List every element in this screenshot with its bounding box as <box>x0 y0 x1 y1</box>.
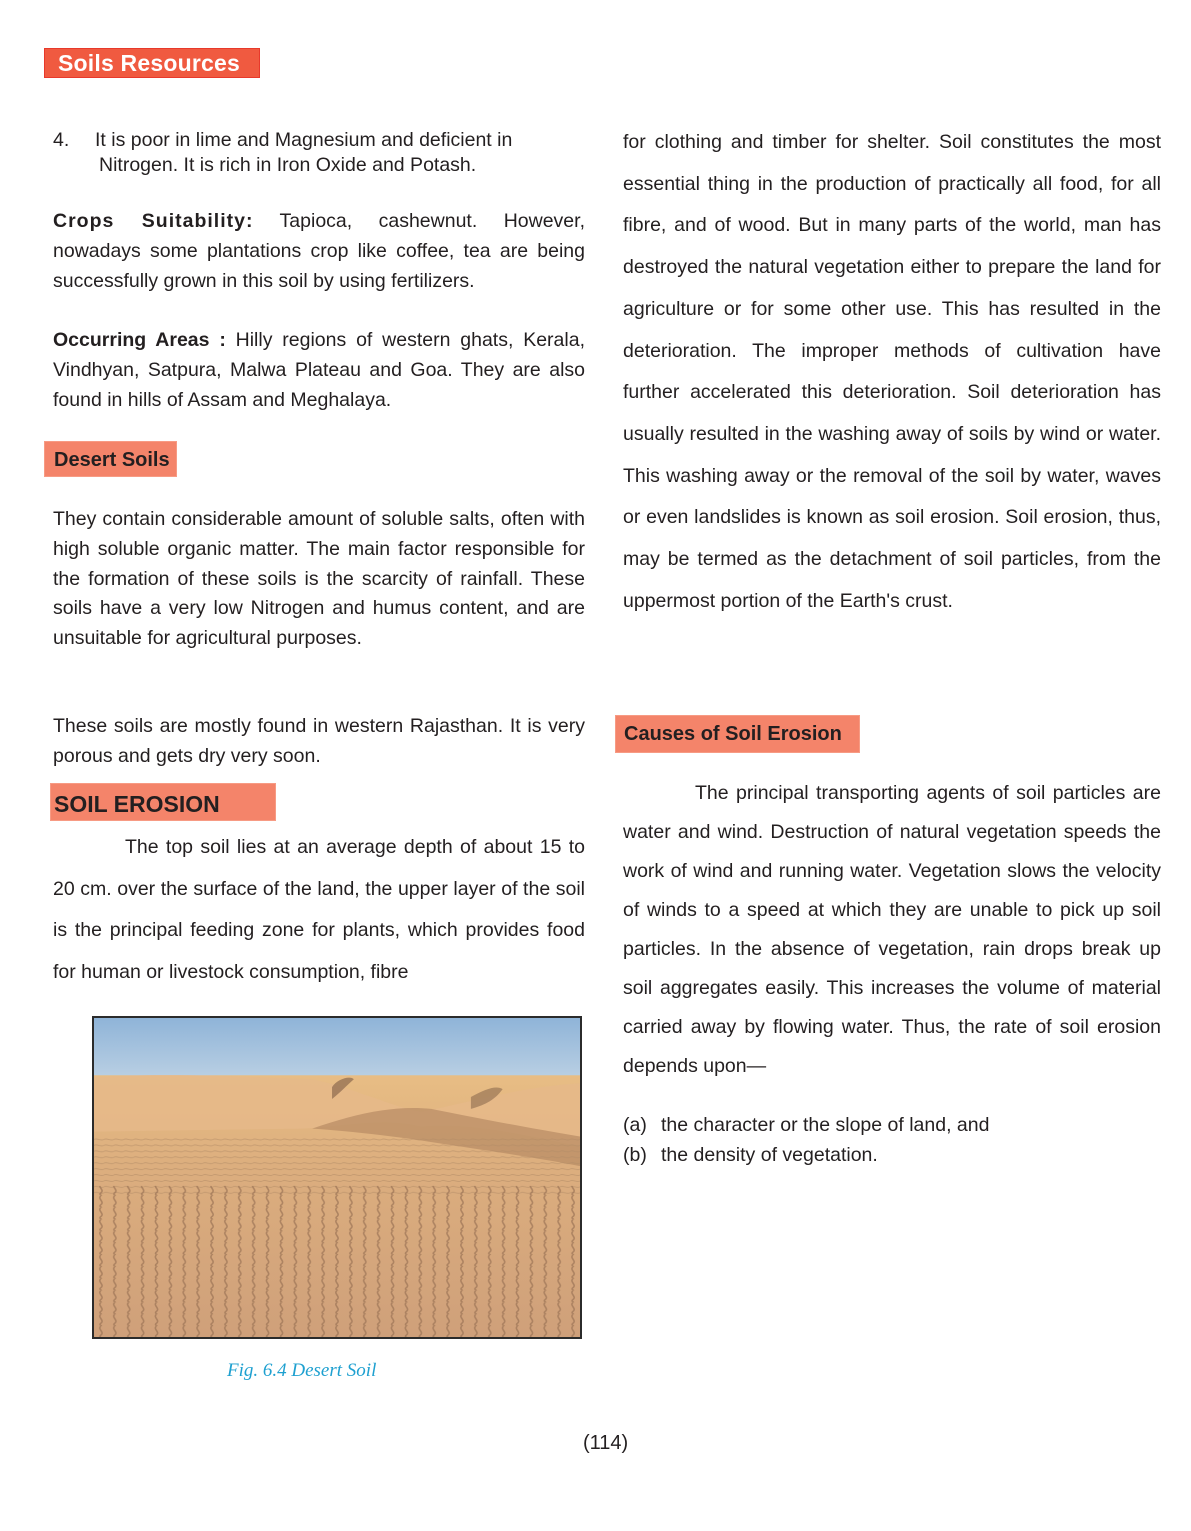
desert-soils-text-2: These soils are mostly found in western Rajasthan. It is very porous and gets dry very soon. <box>53 715 585 767</box>
erosion-continuation-paragraph <box>623 122 1161 622</box>
list-text: the density of vegetation. <box>661 1144 878 1166</box>
figure-caption: Fig. 6.4 Desert Soil <box>227 1360 377 1381</box>
desert-dunes-image <box>94 1018 580 1337</box>
occurring-areas-text: Hilly regions of western ghats, Kerala, Vindhyan, Satpura, Malwa Plateau and Goa. They are also found in hills of Assam and Meghalaya. <box>53 329 585 411</box>
point-line-1: It is poor in lime and Magnesium and deficient in <box>95 129 513 151</box>
desert-soils-paragraph-1 <box>53 505 585 654</box>
section-header-tag: Soils Resources <box>44 48 260 78</box>
soil-erosion-text: The top soil lies at an average depth of about 15 to 20 cm. over the surface of the land, the upper layer of the soil is the principal feeding zone for plants, which provides food for human or livestock consumption, fibre <box>53 836 585 984</box>
occurring-areas-label: Occurring Areas : <box>53 329 226 351</box>
crops-suitability-paragraph <box>53 207 585 296</box>
desert-soil-photo <box>92 1016 582 1339</box>
causes-list-item <box>623 1140 1161 1170</box>
numbered-point <box>53 128 585 178</box>
causes-text: The principal transporting agents of soil particles are water and wind. Destruction of natural vegetation speeds the work of wind and running water. Vegetation slows the velocity of winds to a speed at which they are unable to pick up soil particles. In the absence of vegetation, rain drops break up soil aggregates easily. This increases the volume of material carried away by flowing water. Thus, the rate of soil erosion depends upon— <box>623 782 1161 1077</box>
list-marker: (a) <box>623 1114 647 1136</box>
occurring-areas-paragraph <box>53 326 585 415</box>
list-marker: (b) <box>623 1144 647 1166</box>
point-number: 4. <box>53 129 70 151</box>
desert-soils-text-1: They contain considerable amount of soluble salts, often with high soluble organic matter. The main factor responsible for the formation of these soils is the scarcity of rainfall. These soils have a very low Nitrogen and humus content, and are unsuitable for agricultural purposes. <box>53 508 585 650</box>
soil-erosion-paragraph <box>53 827 585 994</box>
causes-list-item <box>623 1110 1161 1140</box>
causes-list <box>623 1110 1161 1170</box>
desert-soils-heading: Desert Soils <box>44 441 177 477</box>
causes-paragraph <box>623 774 1161 1086</box>
causes-of-soil-erosion-heading: Causes of Soil Erosion <box>615 715 860 753</box>
sky <box>94 1018 580 1077</box>
erosion-continuation-text: for clothing and timber for shelter. Soil constitutes the most essential thing in the production of practically all food, for all fibre, and of wood. But in many parts of the world, man has destroyed the natural vegetation either to prepare the land for agriculture or for some other use. This has resulted in the deterioration. The improper methods of cultivation have further accelerated this deterioration. Soil deterioration has usually resulted in the washing away of soils by wind or water. This washing away or the removal of the soil by water, waves or even landslides is known as soil erosion. Soil erosion, thus, may be termed as the detachment of soil particles, from the uppermost portion of the Earth's crust. <box>623 131 1161 612</box>
crops-suitability-label: Crops Suitability: <box>53 210 254 232</box>
point-line-2: Nitrogen. It is rich in Iron Oxide and Potash. <box>99 154 477 176</box>
list-text: the character or the slope of land, and <box>661 1114 990 1136</box>
soil-erosion-heading: SOIL EROSION <box>50 783 276 821</box>
desert-soils-paragraph-2 <box>53 712 585 772</box>
page-number: (114) <box>583 1432 629 1454</box>
crops-suitability-text: Tapioca, cashewnut. However, nowadays some plantations crop like coffee, tea are being successfully grown in this soil by using fertilizers. <box>53 210 585 292</box>
